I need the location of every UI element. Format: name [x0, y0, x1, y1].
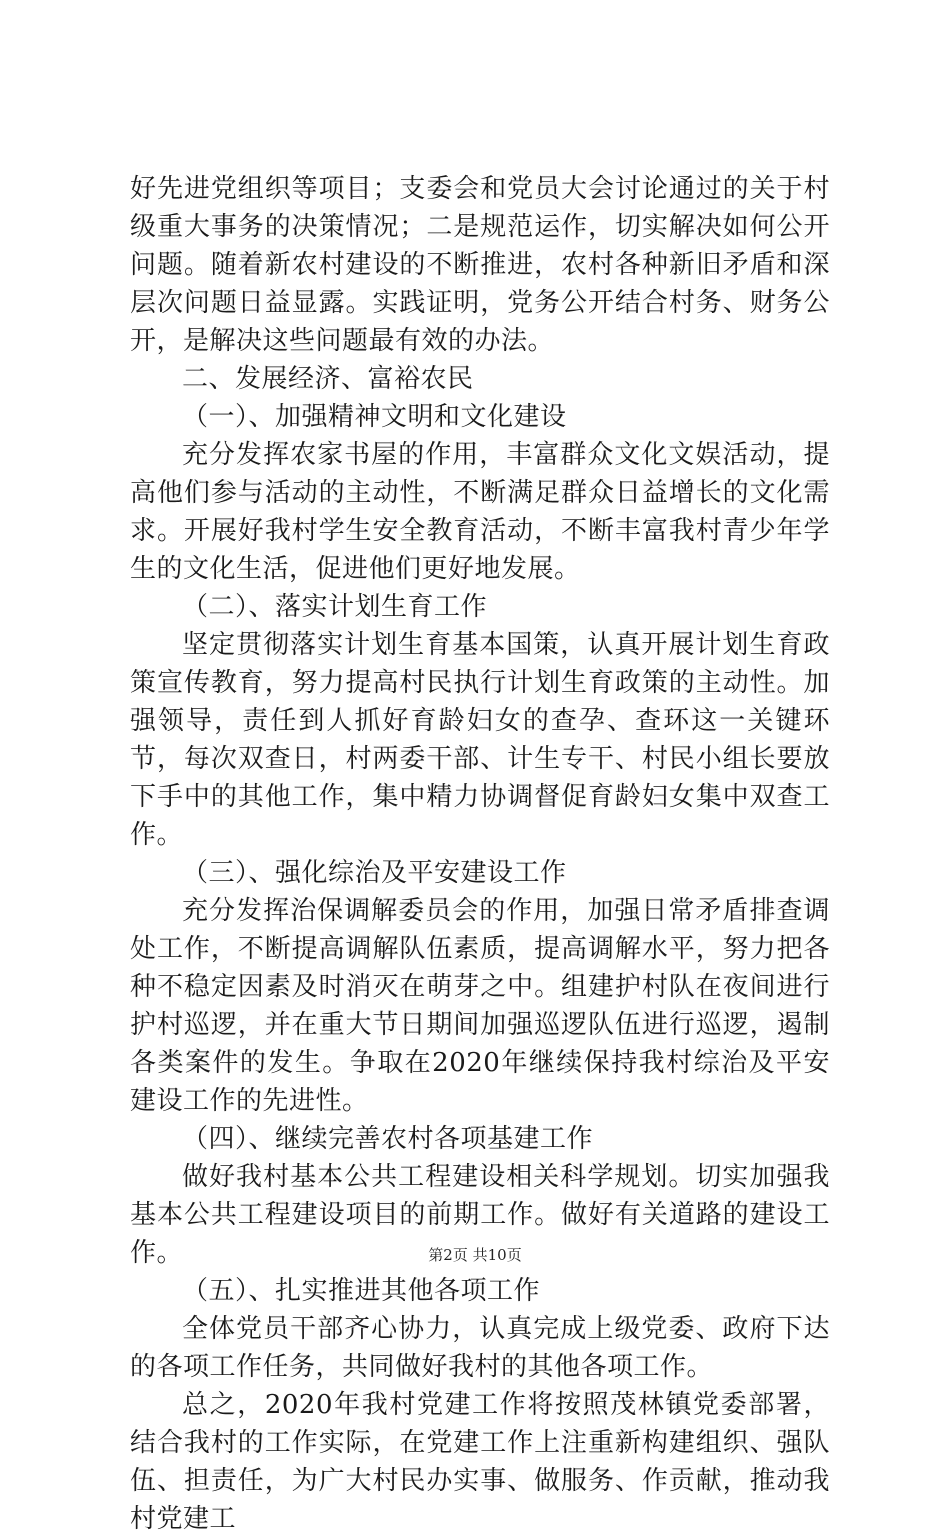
paragraph-infrastructure: 做好我村基本公共工程建设相关科学规划。切实加强我基本公共工程建设项目的前期工作。做好有关道路的建设工作。	[130, 1162, 830, 1268]
document-body	[130, 170, 830, 1538]
section-heading-develop-economy: 二、发展经济、富裕农民	[182, 364, 474, 394]
page-number-footer: 第2页 共10页	[428, 1246, 522, 1264]
subheading-spiritual-civilization: （一）、加强精神文明和文化建设	[182, 402, 567, 432]
subheading-other-work: （五）、扎实推进其他各项工作	[182, 1276, 541, 1306]
paragraph-continuation: 好先进党组织等项目；支委会和党员大会讨论通过的关于村级重大事务的决策情况；二是规范运作，切实解决如何公开问题。随着新农村建设的不断推进，农村各种新旧矛盾和深层次问题日益显露。实践证明，党务公开结合村务、财务公开，是解决这些问题最有效的办法。	[130, 174, 830, 356]
paragraph-conclusion: 总之，2020年我村党建工作将按照茂林镇党委部署，结合我村的工作实际，在党建工作上注重新构建组织、强队伍、担责任，为广大村民办实事、做服务、作贡献，推动我村党建工	[130, 1390, 830, 1534]
paragraph-spiritual-civilization: 充分发挥农家书屋的作用，丰富群众文化文娱活动，提高他们参与活动的主动性，不断满足群众日益增长的文化需求。开展好我村学生安全教育活动，不断丰富我村青少年学生的文化生活，促进他们更好地发展。	[130, 440, 830, 584]
subheading-infrastructure: （四）、继续完善农村各项基建工作	[182, 1124, 594, 1154]
paragraph-other-work: 全体党员干部齐心协力，认真完成上级党委、政府下达的各项工作任务，共同做好我村的其他各项工作。	[130, 1314, 830, 1382]
subheading-public-security: （三）、强化综治及平安建设工作	[182, 858, 567, 888]
paragraph-family-planning: 坚定贯彻落实计划生育基本国策，认真开展计划生育政策宣传教育，努力提高村民执行计划生育政策的主动性。加强领导，责任到人抓好育龄妇女的查孕、查环这一关键环节，每次双查日，村两委干部、计生专干、村民小组长要放下手中的其他工作，集中精力协调督促育龄妇女集中双查工作。	[130, 630, 830, 850]
paragraph-public-security: 充分发挥治保调解委员会的作用，加强日常矛盾排查调处工作，不断提高调解队伍素质，提高调解水平，努力把各种不稳定因素及时消灭在萌芽之中。组建护村队在夜间进行护村巡逻，并在重大节日期间加强巡逻队伍进行巡逻，遏制各类案件的发生。争取在2020年继续保持我村综治及平安建设工作的先进性。	[130, 896, 830, 1116]
subheading-family-planning: （二）、落实计划生育工作	[182, 592, 488, 622]
